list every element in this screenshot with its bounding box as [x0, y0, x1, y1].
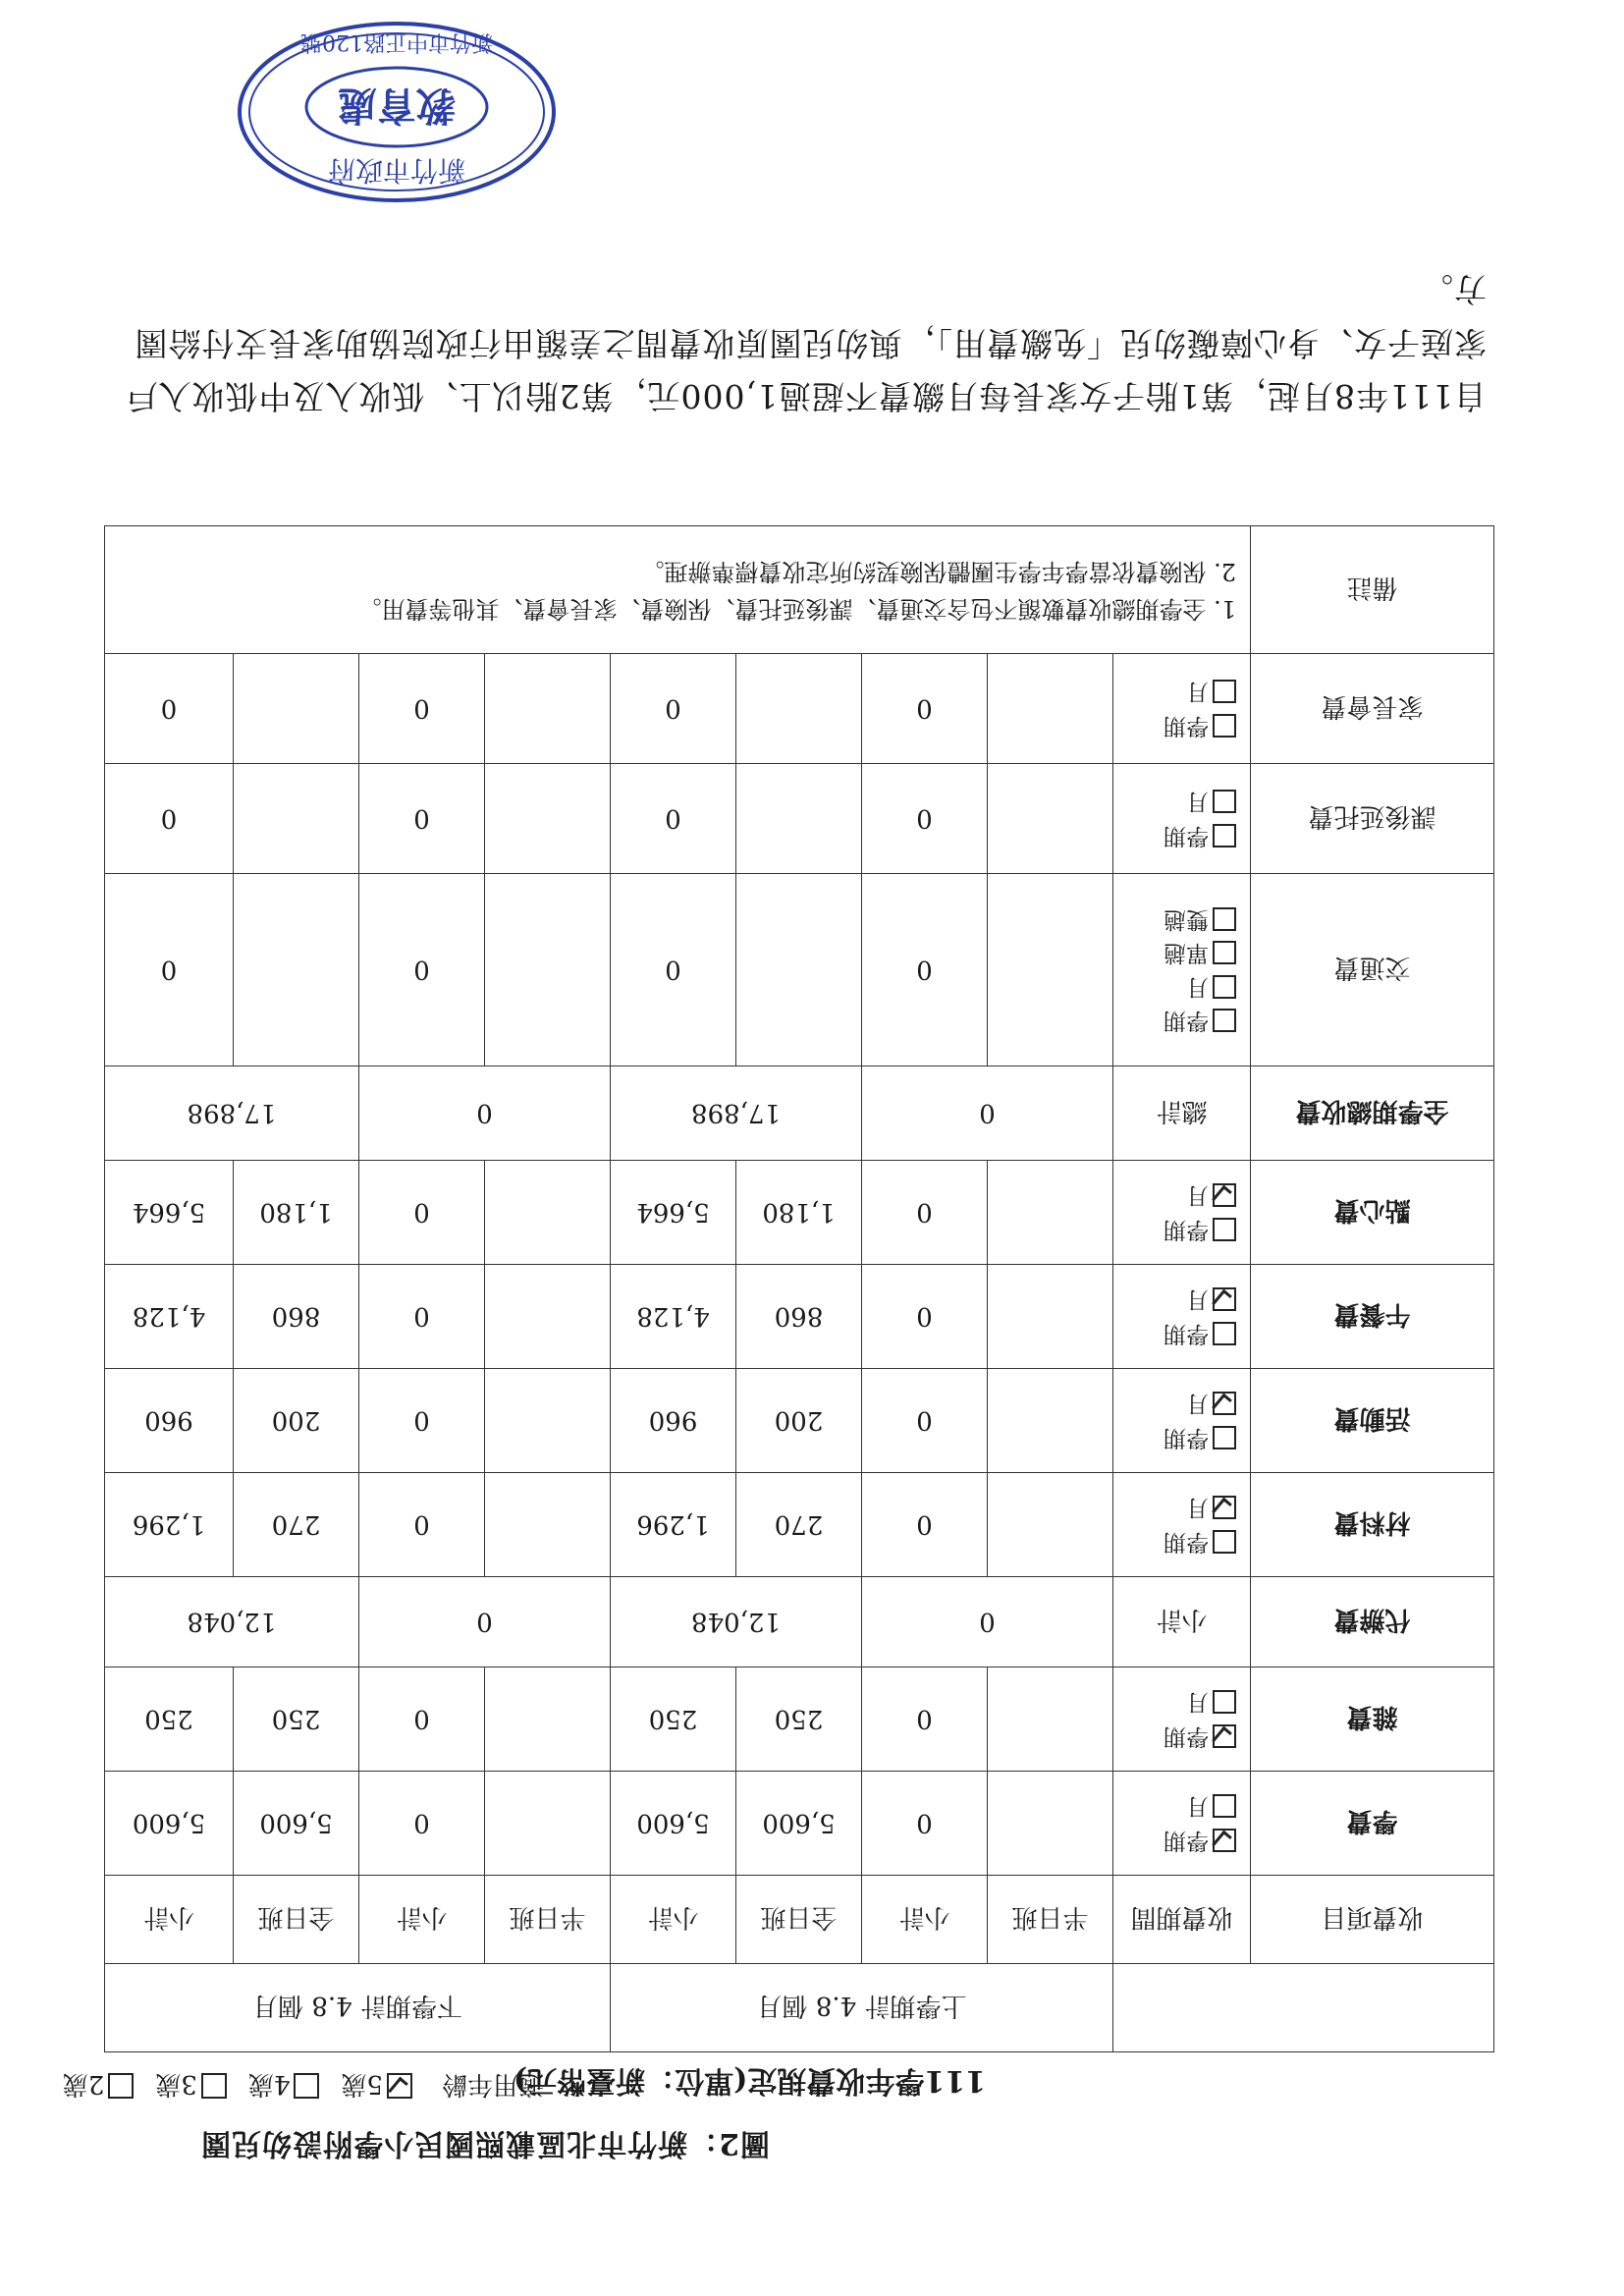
s2-half-cell: [484, 764, 610, 874]
period-option[interactable]: 月: [1113, 970, 1236, 1005]
s2-full-cell: 1,180: [233, 1161, 358, 1265]
s1-full-cell: 860: [736, 1265, 862, 1369]
table-row: [104, 764, 1493, 874]
total-label: 全學期總收費: [1251, 1066, 1494, 1161]
s2-full-subtotal: 960: [104, 1369, 233, 1473]
s2-full-cell: 250: [233, 1667, 358, 1772]
period-option[interactable]: 雙趟: [1113, 902, 1236, 937]
s1-full-cell: [736, 654, 862, 764]
fee-item: 午餐費: [1251, 1265, 1494, 1369]
s1-half-cell: [988, 764, 1113, 874]
s1-half-subtotal: 0: [862, 1369, 988, 1473]
s1-full-cell: 200: [736, 1369, 862, 1473]
s2-half-subtotal: 0: [358, 1265, 484, 1369]
s2-half-subtotal: 0: [358, 764, 484, 874]
s1-half-cell: [988, 874, 1113, 1066]
period-option[interactable]: 學期: [1113, 1421, 1236, 1455]
s2-full-subtotal: 1,296: [104, 1473, 233, 1577]
fee-table: [104, 525, 1494, 2052]
fee-item: 家長會費: [1251, 654, 1494, 764]
period-cell: [1113, 1161, 1251, 1265]
subtotal-header: 小計: [862, 1876, 988, 1964]
s2-half-subtotal: 0: [358, 1369, 484, 1473]
s1-full-grand: 17,898: [610, 1066, 861, 1161]
s1-half-grand: 0: [862, 1066, 1113, 1161]
checkbox-icon[interactable]: [1213, 1287, 1236, 1311]
period-cell: [1113, 1473, 1251, 1577]
checkbox-icon[interactable]: [1213, 680, 1236, 703]
s2-half-cell: [484, 1161, 610, 1265]
checkbox-icon[interactable]: [1213, 1426, 1236, 1449]
period-option[interactable]: 月: [1113, 1283, 1236, 1317]
checkbox-icon[interactable]: [1213, 824, 1236, 847]
checkbox-icon[interactable]: [1213, 1690, 1236, 1714]
s1-full-cell: [736, 874, 862, 1066]
semester-2-header: 下學期計 4.8 個月: [104, 1964, 610, 2052]
checkbox-icon[interactable]: [201, 2074, 227, 2100]
s2-half-subtotal: 0: [358, 654, 484, 764]
s1-full-subtotal: 5,600: [610, 1772, 735, 1876]
subtotal-header: 小計: [610, 1876, 735, 1964]
s1-half-cell: [988, 1161, 1113, 1265]
s1-half-cell: [988, 1369, 1113, 1473]
checkbox-icon[interactable]: [387, 2074, 412, 2100]
semester-1-header: 上學期計 4.8 個月: [610, 1964, 1112, 2052]
checkbox-icon[interactable]: [1213, 1794, 1236, 1818]
period-option[interactable]: 月: [1113, 785, 1236, 819]
s1-full-cell: 250: [736, 1667, 862, 1772]
s2-full-grand: 17,898: [104, 1066, 358, 1161]
svg-text:教育處: 教育處: [338, 82, 456, 129]
age-option-5[interactable]: 5歲: [341, 2068, 412, 2105]
period-cell: [1113, 1772, 1251, 1876]
education-office-seal: [230, 14, 564, 210]
s2-full-subtotal: 0: [104, 874, 233, 1066]
checkbox-icon[interactable]: [1213, 1496, 1236, 1519]
s1-half-cell: [988, 654, 1113, 764]
fee-item: 活動費: [1251, 1369, 1494, 1473]
fee-item: 雜費: [1251, 1667, 1494, 1772]
subtotal-header: 小計: [104, 1876, 233, 1964]
period-option[interactable]: 月: [1113, 1685, 1236, 1720]
period-option[interactable]: 單趟: [1113, 936, 1236, 970]
table-row: [104, 874, 1493, 1066]
period-option[interactable]: 學期: [1113, 709, 1236, 743]
age-option-3[interactable]: 3歲: [155, 2068, 227, 2105]
s1-half-cell: [988, 1667, 1113, 1772]
s2-full-cell: 270: [233, 1473, 358, 1577]
s2-half-subtotal: 0: [358, 1473, 484, 1577]
subtotal-header: 小計: [358, 1876, 484, 1964]
table-row: [104, 1369, 1493, 1473]
checkbox-icon[interactable]: [1213, 1829, 1236, 1852]
empty-header-cell: [1113, 1964, 1494, 2052]
table-row: [104, 1265, 1493, 1369]
s2-full-subtotal: 5,664: [104, 1161, 233, 1265]
period-option[interactable]: 學期: [1113, 1824, 1236, 1858]
s2-full-subtotal: 250: [104, 1667, 233, 1772]
s1-half-subtotal: 0: [862, 1473, 988, 1577]
period-cell: [1113, 764, 1251, 874]
period-option[interactable]: 學期: [1113, 819, 1236, 853]
s2-half-cell: [484, 1369, 610, 1473]
s1-full-subtotal: 960: [610, 1369, 735, 1473]
s1-full-subtotal: 4,128: [610, 1265, 735, 1369]
s2-full-cell: [233, 654, 358, 764]
s1-half-cell: [988, 1772, 1113, 1876]
svg-text:新竹市中正路120號: 新竹市中正路120號: [300, 29, 493, 54]
s1-full-subtotal: 0: [610, 874, 735, 1066]
note-1: 1. 全學期總收費數額不包含交通費、課後延托費、保險費、家長會費、其他等費用。: [357, 594, 1236, 623]
s2-half-cell: [484, 1265, 610, 1369]
s2-half-subtotal: 0: [358, 874, 484, 1066]
s1-half-cell: [988, 1265, 1113, 1369]
s1-half-cell: [988, 1473, 1113, 1577]
s1-full-cell: [736, 764, 862, 874]
checkbox-icon[interactable]: [1213, 1530, 1236, 1554]
period-option[interactable]: 學期: [1113, 1317, 1236, 1351]
fee-item: 點心費: [1251, 1161, 1494, 1265]
checkbox-icon[interactable]: [1213, 975, 1236, 999]
age-option-4[interactable]: 4歲: [248, 2068, 320, 2105]
checkbox-icon[interactable]: [1213, 1218, 1236, 1241]
s2-half-total: 0: [358, 1577, 610, 1667]
s2-full-cell: [233, 764, 358, 874]
s2-full-cell: 200: [233, 1369, 358, 1473]
document-title: 圖2：新竹市北區載熙國民小學附設幼兒園: [200, 2126, 770, 2160]
period-cell: [1113, 654, 1251, 764]
s2-half-subtotal: 0: [358, 1667, 484, 1772]
s1-half-subtotal: 0: [862, 1772, 988, 1876]
s1-half-subtotal: 0: [862, 1161, 988, 1265]
half-day-header: 半日班: [484, 1876, 610, 1964]
s2-half-subtotal: 0: [358, 1161, 484, 1265]
period-cell: [1113, 1265, 1251, 1369]
s2-full-cell: [233, 874, 358, 1066]
item-header: 收費項目: [1251, 1876, 1494, 1964]
notes-label: 備註: [1251, 526, 1494, 654]
s1-full-subtotal: 5,664: [610, 1161, 735, 1265]
s1-full-subtotal: 0: [610, 654, 735, 764]
s1-full-subtotal: 0: [610, 764, 735, 874]
daiban-row: [104, 1577, 1493, 1667]
s1-half-total: 0: [862, 1577, 1113, 1667]
s1-half-subtotal: 0: [862, 1667, 988, 1772]
s1-half-subtotal: 0: [862, 874, 988, 1066]
period-header: 收費期間: [1113, 1876, 1251, 1964]
s1-full-total: 12,048: [610, 1577, 861, 1667]
table-row: [104, 1667, 1493, 1772]
period-option[interactable]: 月: [1113, 1789, 1236, 1824]
age-label: 適用年齡: [441, 2069, 544, 2099]
period-option[interactable]: 學期: [1113, 1720, 1236, 1754]
s2-full-cell: 5,600: [233, 1772, 358, 1876]
fee-item: 學費: [1251, 1772, 1494, 1876]
grand-total-label: 總計: [1113, 1066, 1251, 1161]
period-option[interactable]: 月: [1113, 1491, 1236, 1525]
s1-full-cell: 5,600: [736, 1772, 862, 1876]
s2-half-subtotal: 0: [358, 1772, 484, 1876]
s2-half-cell: [484, 1667, 610, 1772]
notes-row: [104, 526, 1493, 654]
fee-item: 課後延托費: [1251, 764, 1494, 874]
s1-full-subtotal: 250: [610, 1667, 735, 1772]
fee-item: 交通費: [1251, 874, 1494, 1066]
s2-half-cell: [484, 874, 610, 1066]
total-row: [104, 1066, 1493, 1161]
s2-half-cell: [484, 1772, 610, 1876]
svg-text:新竹市政府: 新竹市政府: [327, 154, 466, 187]
checkbox-icon[interactable]: [1213, 714, 1236, 738]
checkbox-icon[interactable]: [108, 2074, 134, 2100]
s2-half-grand: 0: [358, 1066, 610, 1161]
half-day-header: 半日班: [988, 1876, 1113, 1964]
age-option-2[interactable]: 2歲: [63, 2068, 135, 2105]
s2-full-total: 12,048: [104, 1577, 358, 1667]
policy-paragraph: 自111年8月起，第1胎子女家長每月繳費不超過1,000元，第2胎以上、低收入及中低收入戶家庭子女、身心障礙幼兒「免繳費用」，與幼兒園原收費間之差額由行政院協助家長支付給園方。: [124, 270, 1487, 415]
subtotal-label: 小計: [1113, 1577, 1251, 1667]
checkbox-icon[interactable]: [1213, 1322, 1236, 1345]
daiban-label: 代辦費: [1251, 1577, 1494, 1667]
period-cell: [1113, 874, 1251, 1066]
document-subtitle: 111學年收費規定(單位：新臺幣元): [513, 2063, 986, 2098]
table-row: [104, 1161, 1493, 1265]
notes-cell: [104, 526, 1250, 654]
checkbox-icon[interactable]: [1213, 1183, 1236, 1207]
period-option[interactable]: 學期: [1113, 1525, 1236, 1559]
s1-half-subtotal: 0: [862, 764, 988, 874]
s1-half-subtotal: 0: [862, 654, 988, 764]
s1-half-subtotal: 0: [862, 1265, 988, 1369]
table-row: [104, 1473, 1493, 1577]
fee-item: 材料費: [1251, 1473, 1494, 1577]
checkbox-icon[interactable]: [294, 2074, 319, 2100]
s2-half-cell: [484, 654, 610, 764]
period-cell: [1113, 1369, 1251, 1473]
note-2: 2. 保險費依當學年學生團體保險契約所定收費標準辦理。: [640, 558, 1236, 586]
period-cell: [1113, 1667, 1251, 1772]
checkbox-icon[interactable]: [1213, 1009, 1236, 1032]
period-option[interactable]: 月: [1113, 1178, 1236, 1213]
table-row: [104, 1772, 1493, 1876]
period-option[interactable]: 學期: [1113, 1213, 1236, 1247]
checkbox-icon[interactable]: [1213, 907, 1236, 931]
s1-full-cell: 1,180: [736, 1161, 862, 1265]
s2-full-subtotal: 5,600: [104, 1772, 233, 1876]
checkbox-icon[interactable]: [1213, 1392, 1236, 1415]
s2-full-subtotal: 4,128: [104, 1265, 233, 1369]
period-option[interactable]: 學期: [1113, 1004, 1236, 1038]
checkbox-icon[interactable]: [1213, 790, 1236, 813]
age-selector: [49, 2068, 544, 2105]
s1-full-cell: 270: [736, 1473, 862, 1577]
full-day-header: 全日班: [736, 1876, 862, 1964]
s1-full-subtotal: 1,296: [610, 1473, 735, 1577]
full-day-header: 全日班: [233, 1876, 358, 1964]
s2-full-cell: 860: [233, 1265, 358, 1369]
period-option[interactable]: 月: [1113, 675, 1236, 709]
table-row: [104, 654, 1493, 764]
s2-full-subtotal: 0: [104, 654, 233, 764]
s2-full-subtotal: 0: [104, 764, 233, 874]
s2-half-cell: [484, 1473, 610, 1577]
period-option[interactable]: 月: [1113, 1387, 1236, 1421]
checkbox-icon[interactable]: [1213, 941, 1236, 964]
checkbox-icon[interactable]: [1213, 1724, 1236, 1748]
